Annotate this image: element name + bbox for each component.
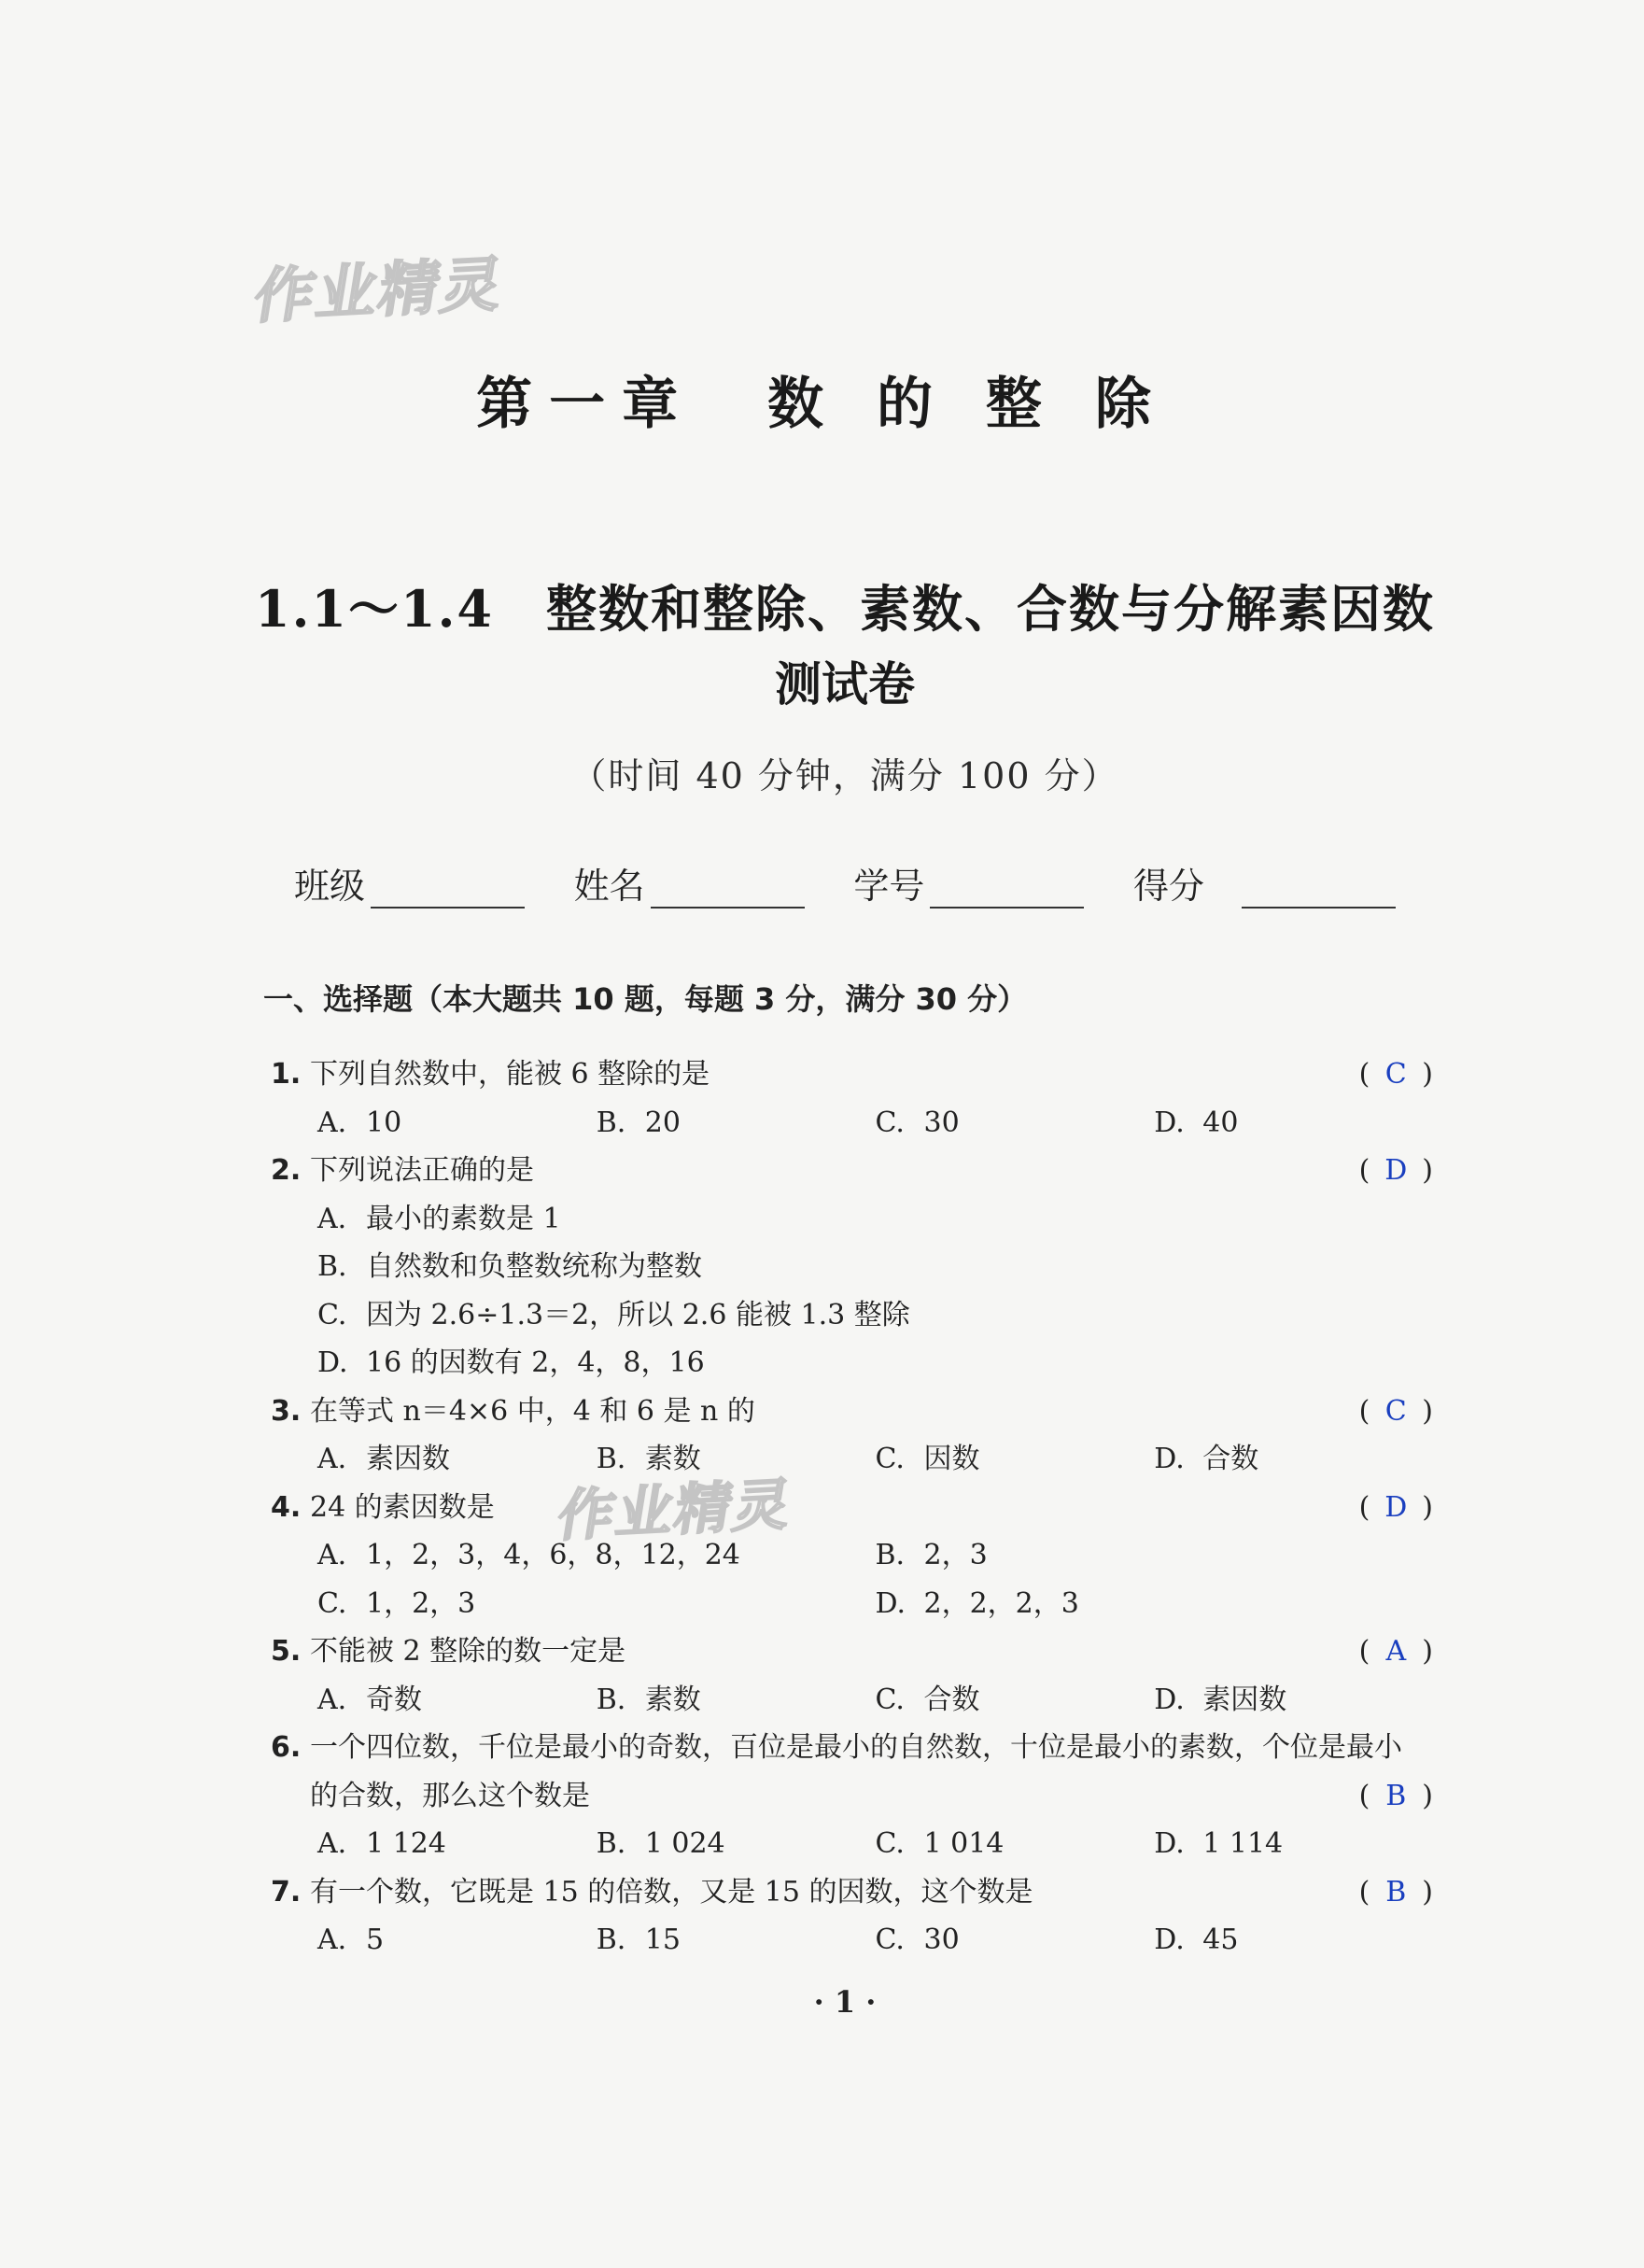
options-row: [271, 1580, 1433, 1628]
options-row: [271, 1676, 1433, 1725]
student-id-field[interactable]: [853, 857, 1084, 909]
answer-bracket: ( A ): [1359, 1627, 1433, 1676]
question-number: 2.: [271, 1154, 302, 1187]
option-d: D. 40: [1154, 1106, 1239, 1139]
student-id-label: 学号: [853, 866, 925, 907]
option-d: D. 1 114: [1154, 1827, 1284, 1860]
option-a: A. 1 124: [317, 1827, 446, 1860]
option-d: D. 素因数: [1154, 1683, 1287, 1716]
options-row: [271, 1291, 1433, 1340]
question-number: 5.: [271, 1635, 302, 1668]
option-a: A. 奇数: [317, 1683, 422, 1716]
option-a: A. 10: [317, 1106, 402, 1139]
question-number: 4.: [271, 1490, 302, 1524]
options-row: [271, 1820, 1433, 1868]
section-subtitle: 测试卷: [775, 656, 915, 711]
student-info-row: [294, 857, 1396, 909]
answer-bracket: ( B ): [1359, 1772, 1433, 1821]
watermark-logo: 作业精灵: [553, 1472, 798, 1550]
option-b: B. 素数: [596, 1683, 701, 1716]
option-d: D. 合数: [1154, 1443, 1259, 1475]
question-2: [271, 1147, 1433, 1195]
option-c: C. 1 014: [875, 1827, 1005, 1860]
answer-letter: B: [1385, 1875, 1407, 1909]
option-a: A. 5: [317, 1923, 385, 1956]
option-c: C. 因数: [875, 1443, 980, 1475]
option-b: B. 15: [596, 1923, 681, 1956]
section-title: 1.1～1.4 整数和整除、素数、合数与分解素因数: [255, 579, 1435, 639]
question-1: [271, 1050, 1433, 1099]
name-label: 姓名: [573, 866, 645, 907]
option-b: B. 1 024: [596, 1827, 725, 1860]
question-stem: 有一个数，它既是 15 的倍数，又是 15 的因数，这个数是: [310, 1875, 1033, 1909]
question-number: 1.: [271, 1058, 302, 1091]
class-blank[interactable]: [371, 871, 525, 909]
question-4: [271, 1484, 1433, 1532]
question-number: 3.: [271, 1394, 302, 1428]
score-label: 得分: [1132, 866, 1204, 907]
option-c: C. 30: [875, 1923, 960, 1956]
question-stem: 24 的素因数是: [310, 1490, 495, 1524]
class-label: 班级: [294, 866, 366, 907]
question-list: [271, 1050, 1433, 1965]
option-a: A. 最小的素数是 1: [317, 1202, 561, 1235]
question-stem: 的合数，那么这个数是: [310, 1779, 590, 1812]
option-b: B. 2，3: [875, 1539, 988, 1571]
answer-letter: C: [1384, 1058, 1407, 1091]
options-row: [271, 1243, 1433, 1291]
score-blank[interactable]: [1242, 871, 1396, 909]
options-row: [271, 1339, 1433, 1388]
answer-letter: D: [1384, 1490, 1408, 1524]
answer-bracket: ( D ): [1359, 1484, 1433, 1532]
time-info: （时间 40 分钟，满分 100 分）: [570, 755, 1119, 796]
name-blank[interactable]: [651, 871, 805, 909]
question-stem: 不能被 2 整除的数一定是: [310, 1635, 626, 1668]
answer-letter: D: [1384, 1154, 1408, 1187]
options-row: [271, 1099, 1433, 1148]
question-6-continued: [271, 1772, 1433, 1821]
option-c: C. 因为 2.6÷1.3＝2，所以 2.6 能被 1.3 整除: [317, 1298, 910, 1331]
score-field[interactable]: [1133, 857, 1396, 909]
student-id-blank[interactable]: [930, 871, 1084, 909]
chapter-title: 第一章 数 的 整 除: [476, 372, 1168, 437]
option-c: C. 合数: [875, 1683, 980, 1716]
option-d: D. 16 的因数有 2，4，8，16: [317, 1346, 705, 1379]
option-d: D. 2，2，2，3: [875, 1586, 1079, 1620]
question-number: 7.: [271, 1875, 302, 1909]
question-3: [271, 1388, 1433, 1436]
answer-letter: C: [1384, 1394, 1407, 1428]
options-row: [271, 1435, 1433, 1484]
options-row: [271, 1195, 1433, 1244]
options-row: [271, 1531, 1433, 1580]
question-5: [271, 1627, 1433, 1676]
question-stem: 在等式 n＝4×6 中，4 和 6 是 n 的: [310, 1394, 755, 1428]
option-c: C. 30: [875, 1106, 960, 1139]
answer-bracket: ( C ): [1359, 1050, 1433, 1099]
option-b: B. 自然数和负整数统称为整数: [317, 1250, 702, 1283]
option-b: B. 素数: [596, 1443, 701, 1475]
class-field[interactable]: [294, 857, 525, 909]
question-number: 6.: [271, 1731, 302, 1764]
option-b: B. 20: [596, 1106, 681, 1139]
watermark-logo: 作业精灵: [248, 250, 510, 332]
option-c: C. 1，2，3: [317, 1586, 476, 1620]
option-d: D. 45: [1154, 1923, 1239, 1956]
answer-bracket: ( C ): [1359, 1388, 1433, 1436]
question-stem: 一个四位数，千位是最小的奇数，百位是最小的自然数，十位是最小的素数，个位是最小: [310, 1731, 1402, 1764]
question-stem: 下列自然数中，能被 6 整除的是: [310, 1058, 710, 1091]
answer-bracket: ( D ): [1359, 1147, 1433, 1195]
options-row: [271, 1916, 1433, 1965]
section-heading: 一、选择题（本大题共 10 题，每题 3 分，满分 30 分）: [263, 981, 1028, 1017]
page-number: · 1 ·: [813, 1984, 877, 2020]
question-7: [271, 1868, 1433, 1917]
question-stem: 下列说法正确的是: [310, 1154, 534, 1187]
answer-bracket: ( B ): [1359, 1868, 1433, 1917]
answer-letter: B: [1385, 1779, 1407, 1812]
name-field[interactable]: [574, 857, 805, 909]
option-a: A. 1，2，3，4，6，8，12，24: [317, 1539, 740, 1571]
question-6: [271, 1724, 1433, 1772]
option-a: A. 素因数: [317, 1443, 450, 1475]
answer-letter: A: [1385, 1635, 1407, 1668]
